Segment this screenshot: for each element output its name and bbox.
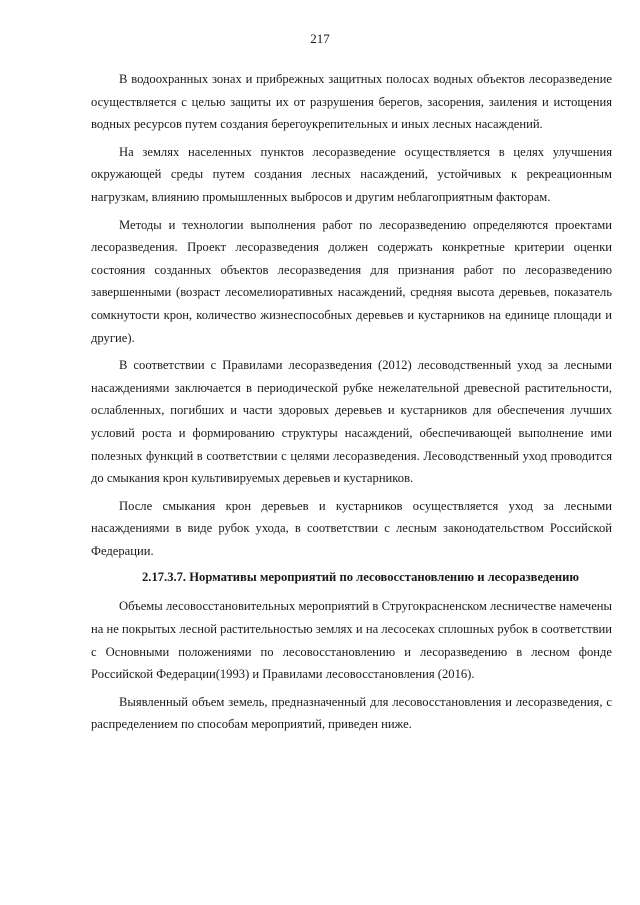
page-number: 217 <box>310 31 330 46</box>
paragraph-reforestation-volumes: Объемы лесовосстановительных мероприятий в Стругокрасненском лесничестве намечены на не покрытых лесной растительностью землях и на лесосеках сплошных рубок в соответствии с Основными положениями по лесовосстановлению и лесоразведению в лесном фонде Российской Федерации(1993) и Правилами лесовосстановления (2016). <box>91 599 612 682</box>
paragraph-silvicultural-care: В соответствии с Правилами лесоразведения (2012) лесоводственный уход за лесными насаждениями заключается в периодической рубке нежелательной древесной растительности, ослабленных, погибших и части здоровых деревьев и кустарников для обеспечения лучших условий роста и формированию структуры насаждений, обеспечивающей выполнение ими полезных функций в соответствии с целями лесоразведения. Лесоводственный уход проводится до смыкания крон культивируемых деревьев и кустарников. <box>91 358 612 486</box>
paragraph-water-protection-zones: В водоохранных зонах и прибрежных защитных полосах водных объектов лесоразведение осуществляется с целью защиты их от разрушения берегов, засорения, заиления и истощения водных ресурсов путем создания берегоукрепительных и иных лесных насаждений. <box>91 72 612 132</box>
paragraph-after-crown-closure: После смыкания крон деревьев и кустарников осуществляется уход за лесными насаждениями в виде рубок ухода, в соответствии с лесным законодательством Российской Федерации. <box>91 498 612 558</box>
page-content <box>91 68 612 741</box>
paragraph-settlement-lands: На землях населенных пунктов лесоразведение осуществляется в целях улучшения окружающей среды путем создания лесных насаждений, устойчивых к рекреационным нагрузкам, влиянию промышленных выбросов и другим неблагоприятным факторам. <box>91 144 612 204</box>
paragraph-identified-land-volume: Выявленный объем земель, предназначенный для лесовосстановления и лесоразведения, с распределением по способам мероприятий, приведен ниже. <box>91 694 612 732</box>
paragraph-methods-and-technologies: Методы и технологии выполнения работ по лесоразведению определяются проектами лесоразведения. Проект лесоразведения должен содержать конкретные критерии оценки состояния созданных объектов лесоразведения для признания работ по лесоразведению завершенными (возраст лесомелиоративных насаждений, средняя высота деревьев, показатель сомкнутости крон, количество жизнеспособных деревьев и кустарников на единице площади и другие). <box>91 217 612 345</box>
section-heading: 2.17.3.7. Нормативы мероприятий по лесовосстановлению и лесоразведению <box>142 570 579 585</box>
